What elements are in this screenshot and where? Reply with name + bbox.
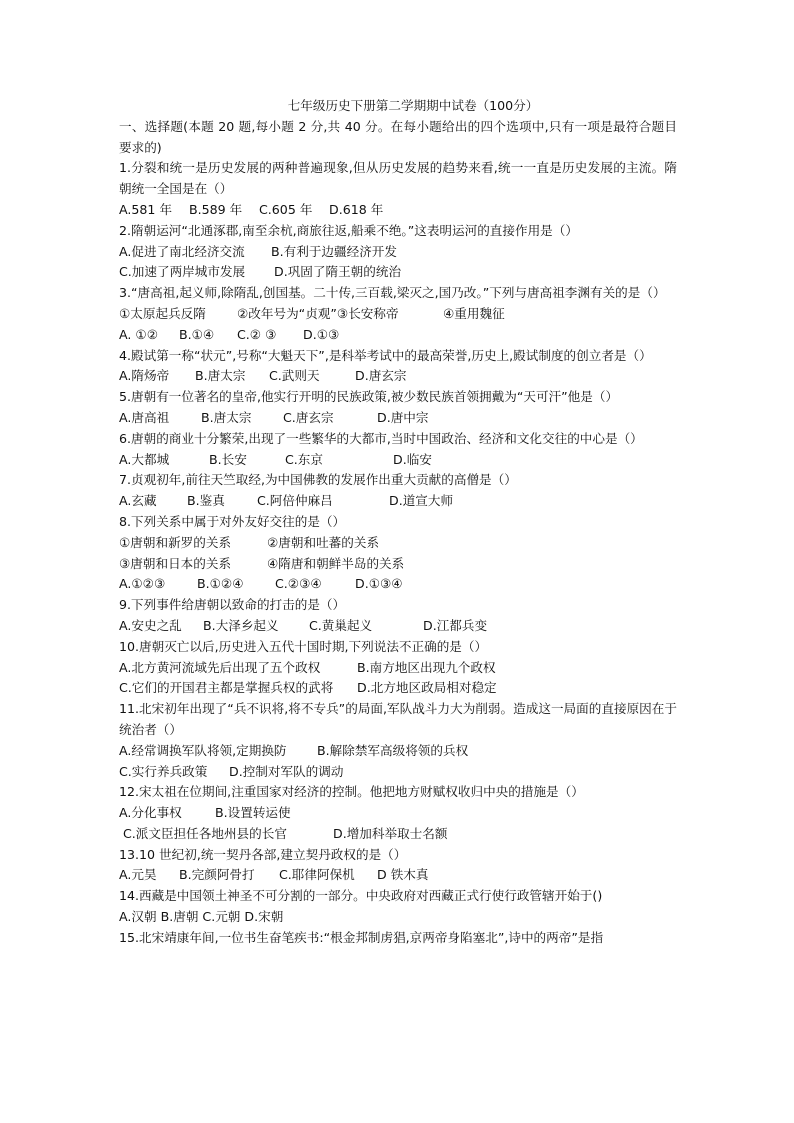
statement-3: ③唐朝和日本的关系: [119, 555, 232, 571]
question-6: [119, 429, 677, 471]
option-c: C.②③④: [275, 576, 322, 592]
statement-4: ④隋唐和朝鲜半岛的关系: [267, 555, 405, 571]
options: [119, 325, 677, 346]
question-text: 10.唐朝灭亡以后,历史进入五代十国时期,下列说法不正确的是（）: [119, 638, 488, 654]
option-d: D.北方地区政局相对稳定: [357, 680, 497, 696]
statement-2-3: ②改年号为“贞观”③长安称帝: [237, 305, 399, 321]
question-text: 7.贞观初年,前往天竺取经,为中国佛教的发展作出重大贡献的高僧是（）: [119, 472, 517, 488]
options: [119, 262, 677, 283]
option-a: A.经常调换军队将领,定期换防: [119, 742, 287, 758]
option-c: C.黄巢起义: [309, 617, 373, 633]
options: [119, 616, 677, 637]
question-15: [119, 928, 677, 949]
question-9: [119, 595, 677, 637]
option-b: B.鉴真: [187, 493, 225, 509]
option-c: C.阿倍仲麻吕: [257, 493, 333, 509]
option-b: B.设置转运使: [215, 805, 291, 821]
question-text: 9.下列事件给唐朝以致命的打击的是（）: [119, 597, 346, 613]
option-d: D.江都兵变: [423, 617, 488, 633]
option-a: A.玄藏: [119, 493, 157, 509]
options: [119, 824, 677, 845]
option-c: C.耶律阿保机: [279, 867, 355, 883]
option-b: B.长安: [209, 451, 247, 467]
option-a: A.大都城: [119, 451, 170, 467]
option-c: C.② ③: [237, 326, 277, 342]
option-c: C.派文臣担任各地州县的长官: [123, 825, 287, 841]
options: [119, 658, 677, 679]
statement-4: ④重用魏征: [443, 305, 505, 321]
option-c: C.加速了两岸城市发展: [119, 264, 246, 280]
option-b: B.有利于边疆经济开发: [271, 243, 397, 259]
option-d: D.唐中宗: [377, 409, 429, 425]
option-a: A.隋炀帝: [119, 368, 170, 384]
options: [119, 491, 677, 512]
option-a: A.北方黄河流域先后出现了五个政权: [119, 659, 321, 675]
option-a: A.安史之乱: [119, 617, 182, 633]
option-c: C.武则天: [269, 368, 320, 384]
statement-2: ②唐朝和吐蕃的关系: [267, 534, 380, 550]
option-c: C.唐玄宗: [283, 409, 334, 425]
options: [119, 450, 677, 471]
option-a: A.促进了南北经济交流: [119, 243, 245, 259]
question-5: [119, 387, 677, 429]
question-4: [119, 346, 677, 388]
option-b: B.唐太宗: [201, 409, 252, 425]
question-text: 4.殿试第一称“状元”,号称“大魁天下”,是科举考试中的最高荣誉,历史上,殿试制度的创立者是（）: [119, 347, 652, 363]
option-a: A. ①②: [119, 326, 158, 342]
question-text: 5.唐朝有一位著名的皇帝,他实行开明的民族政策,被少数民族首领拥戴为“天可汗”他是（）: [119, 389, 619, 405]
question-3: [119, 283, 677, 345]
question-14: [119, 886, 677, 928]
question-7: [119, 470, 677, 512]
option-b: B.南方地区出现九个政权: [357, 659, 496, 675]
question-text: 8.下列关系中属于对外友好交往的是（）: [119, 513, 346, 529]
options: [119, 741, 677, 762]
question-text: 13.10 世纪初,统一契丹各部,建立契丹政权的是（）: [119, 846, 407, 862]
question-text: 11.北宋初年出现了“兵不识将,将不专兵”的局面,军队战斗力大为削弱。造成这一局面的直接原因在于统治者（）: [119, 701, 677, 737]
option-a: A.分化事权: [119, 805, 182, 821]
options: [119, 865, 677, 886]
option-b: B.完颜阿骨打: [179, 867, 255, 883]
statement-items: [119, 304, 677, 325]
option-c: C.它们的开国君主都是掌握兵权的武将: [119, 680, 334, 696]
options: [119, 408, 677, 429]
question-text: 12.宋太祖在位期间,注重国家对经济的控制。他把地方财赋权收归中央的措施是（）: [119, 784, 584, 800]
option-b: B.解除禁军高级将领的兵权: [317, 742, 469, 758]
options: [119, 762, 677, 783]
options: [119, 678, 677, 699]
option-d: D.控制对军队的调动: [229, 763, 344, 779]
option-b: B.唐太宗: [195, 368, 246, 384]
question-text: 15.北宋靖康年间,一位书生奋笔疾书:“根金邦制虏猖,京两帝身陷塞北”,诗中的两帝”是指: [119, 929, 604, 945]
option-a: A.元昊: [119, 867, 157, 883]
options: [119, 366, 677, 387]
option-d: D.①③④: [355, 576, 403, 592]
option-d: D.618 年: [329, 201, 384, 217]
question-13: [119, 845, 677, 887]
exam-page: [119, 96, 677, 949]
options: A.汉朝 B.唐朝 C.元朝 D.宋朝: [119, 909, 284, 925]
question-1: [119, 158, 677, 220]
question-text: 14.西藏是中国领土神圣不可分割的一部分。中央政府对西藏正式行使行政管辖开始于(): [119, 888, 603, 904]
option-d: D.唐玄宗: [355, 368, 407, 384]
question-11: [119, 699, 677, 782]
question-12: [119, 782, 677, 844]
option-b: B.589 年: [189, 201, 243, 217]
page-title: 七年级历史下册第二学期期中试卷（100分）: [287, 98, 539, 113]
options: [119, 803, 677, 824]
option-a: A.唐高祖: [119, 409, 170, 425]
question-10: [119, 637, 677, 699]
options: [119, 200, 677, 221]
section-heading: 一、选择题(本题 20 题,每小题 2 分,共 40 分。在每小题给出的四个选项中,只有一项是最符合题目要求的): [119, 118, 677, 155]
option-d: D.临安: [393, 451, 432, 467]
options: [119, 574, 677, 595]
question-text: 3.“唐高祖,起义师,除隋乱,创国基。二十传,三百载,梁灭之,国乃改。”下列与唐高祖李渊有关的是（）: [119, 285, 666, 301]
option-d: D.增加科举取士名额: [333, 825, 448, 841]
statement-1: ①唐朝和新罗的关系: [119, 534, 232, 550]
option-c: C.东京: [285, 451, 323, 467]
option-b: B.大泽乡起义: [203, 617, 279, 633]
question-8: [119, 512, 677, 595]
question-text: 6.唐朝的商业十分繁荣,出现了一些繁华的大都市,当时中国政治、经济和文化交往的中心是（）: [119, 430, 643, 446]
option-c: C.605 年: [259, 201, 313, 217]
statement-items: [119, 554, 677, 575]
question-text: 2.隋朝运河“北通涿郡,南至余杭,商旅往返,船乘不绝。”这表明运河的直接作用是（）: [119, 222, 578, 238]
statement-items: [119, 533, 677, 554]
options: [119, 242, 677, 263]
option-d: D.①③: [303, 326, 340, 342]
option-b: B.①②④: [197, 576, 244, 592]
statement-1: ①太原起兵反隋: [119, 305, 206, 321]
question-text: 1.分裂和统一是历史发展的两种普遍现象,但从历史发展的趋势来看,统一一直是历史发展的主流。隋朝统一全国是在（）: [119, 160, 677, 197]
option-a: A.①②③: [119, 576, 166, 592]
option-d: D 铁木真: [377, 867, 429, 883]
option-b: B.①④: [179, 326, 215, 342]
option-d: D.巩固了隋王朝的统治: [274, 264, 402, 280]
question-2: [119, 221, 677, 283]
option-d: D.道宣大师: [389, 493, 454, 509]
option-a: A.581 年: [119, 201, 173, 217]
option-c: C.实行养兵政策: [119, 763, 208, 779]
